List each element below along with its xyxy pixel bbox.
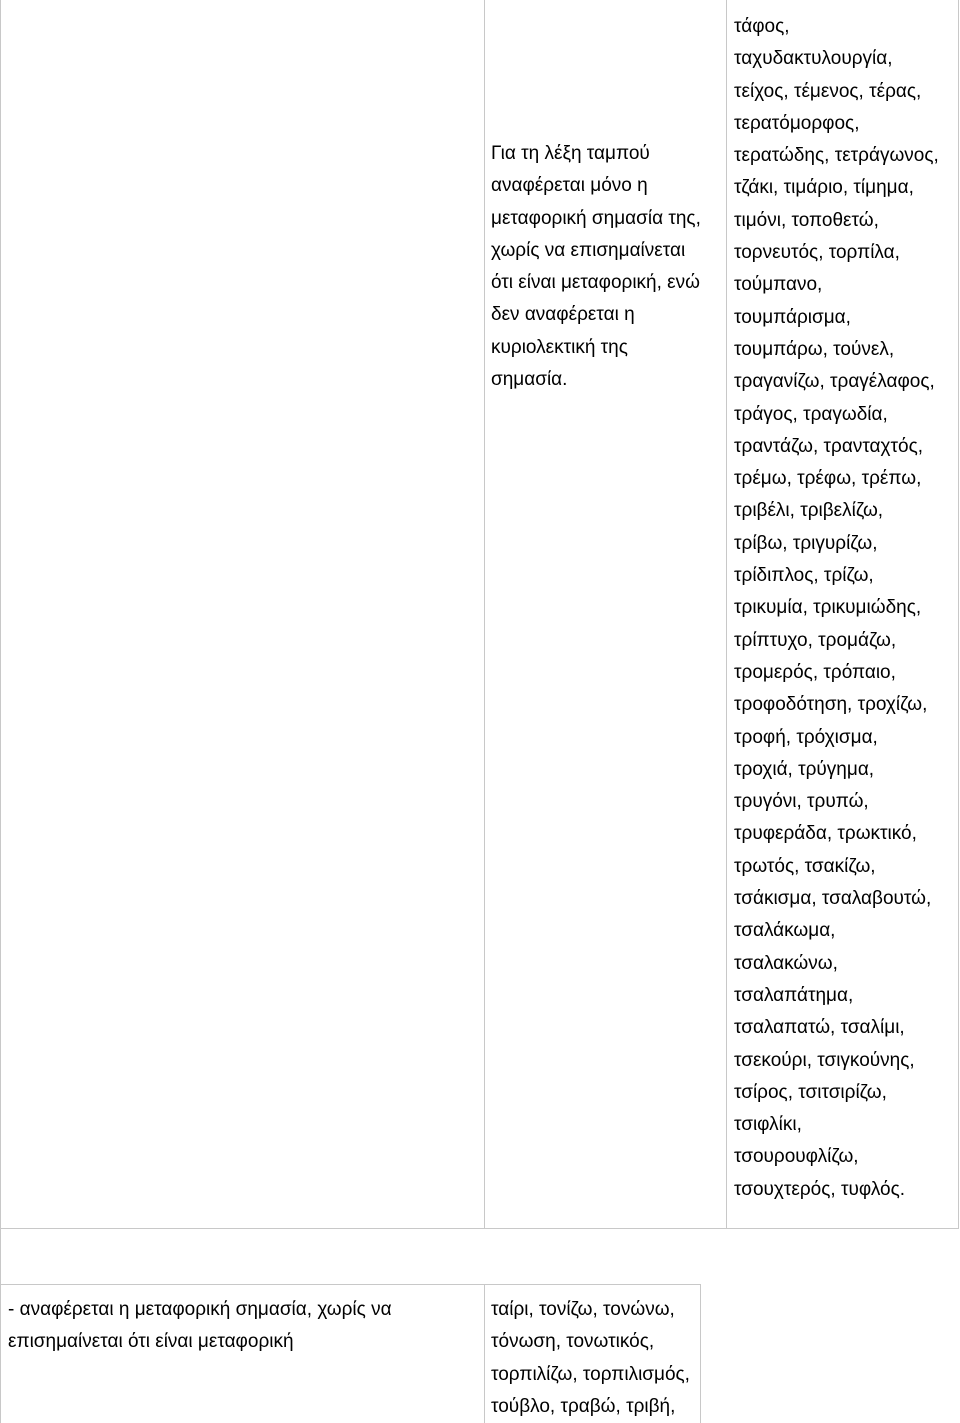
note-line: δεν αναφέρεται η: [491, 304, 635, 326]
word-line: τρικυμία, τρικυμιώδης,: [734, 597, 922, 619]
word-line: τορνευτός, τορπίλα,: [734, 242, 900, 264]
table-border-right-bottom: [700, 1284, 701, 1423]
top-row-note: [491, 138, 701, 396]
word-line: τροφοδότηση, τροχίζω,: [734, 694, 928, 716]
note-line: σημασία.: [491, 369, 568, 391]
note-line: επισημαίνεται ότι είναι μεταφορική: [8, 1331, 294, 1353]
word-line: τουμπάρω, τούνελ,: [734, 338, 895, 360]
word-line: τροφή, τρόχισμα,: [734, 726, 878, 748]
word-line: τείχος, τέμενος, τέρας,: [734, 80, 922, 102]
word-line: τάφος,: [734, 16, 790, 37]
word-line: τερατώδης, τετράγωνος,: [734, 145, 939, 167]
note-line: κυριολεκτική της: [491, 336, 628, 358]
table-border-right: [958, 0, 959, 1228]
word-line: τούβλο, τραβώ, τριβή,: [491, 1395, 676, 1417]
word-line: τραντάζω, τρανταχτός,: [734, 435, 924, 457]
word-line: τούμπανο,: [734, 274, 823, 296]
word-line: τορπιλίζω, τορπιλισμός,: [491, 1363, 690, 1385]
word-line: τζάκι, τιμάριο, τίμημα,: [734, 177, 914, 199]
word-line: τριβέλι, τριβελίζω,: [734, 500, 884, 522]
word-line: τροχιά, τρύγημα,: [734, 758, 875, 780]
note-line: Για τη λέξη ταμπού: [491, 143, 650, 164]
word-line: τσάκισμα, τσαλαβουτώ,: [734, 888, 932, 910]
word-line: τιμόνι, τοποθετώ,: [734, 209, 879, 231]
word-line: τσουρουφλίζω,: [734, 1146, 859, 1168]
word-line: τσαλαπάτημα,: [734, 984, 854, 1006]
word-line: τρυφεράδα, τρωκτικό,: [734, 823, 917, 845]
word-line: ταχυδακτυλουργία,: [734, 48, 893, 70]
word-line: τσαλάκωμα,: [734, 920, 836, 942]
note-line: - αναφέρεται η μεταφορική σημασία, χωρίς να: [8, 1299, 392, 1320]
word-line: τσιφλίκι,: [734, 1114, 802, 1136]
word-line: τερατόμορφος,: [734, 112, 860, 134]
word-line: τρέμω, τρέφω, τρέπω,: [734, 468, 922, 490]
word-line: ταίρι, τονίζω, τονώνω,: [491, 1299, 675, 1320]
word-line: τραγανίζω, τραγέλαφος,: [734, 371, 935, 393]
top-row-word-list: [734, 11, 939, 1206]
note-line: αναφέρεται μόνο η: [491, 175, 648, 197]
table-border-left: [0, 0, 1, 1423]
note-line: ότι είναι μεταφορική, ενώ: [491, 272, 700, 294]
word-line: τσαλακώνω,: [734, 952, 838, 974]
note-line: χωρίς να επισημαίνεται: [491, 239, 686, 261]
column-divider-bottom-row: [484, 1284, 485, 1423]
word-line: τσεκούρι, τσιγκούνης,: [734, 1049, 915, 1071]
column-divider-top-row: [484, 0, 485, 1228]
word-line: τρίδιπλος, τρίζω,: [734, 565, 874, 587]
word-line: τρυγόνι, τρυπώ,: [734, 791, 869, 813]
word-line: τρίβω, τριγυρίζω,: [734, 532, 878, 554]
column-divider-top-row-right: [726, 0, 727, 1228]
row-divider-bottom: [0, 1284, 701, 1285]
word-line: τόνωση, τονωτικός,: [491, 1331, 655, 1353]
row-divider: [0, 1228, 959, 1229]
word-line: τρομερός, τρόπαιο,: [734, 661, 896, 683]
word-line: τρωτός, τσακίζω,: [734, 855, 876, 877]
bottom-row-note: [8, 1294, 392, 1359]
word-line: τρίπτυχο, τρομάζω,: [734, 629, 897, 651]
word-line: τουμπάρισμα,: [734, 306, 851, 328]
word-line: τσαλαπατώ, τσαλίμι,: [734, 1017, 905, 1039]
note-line: μεταφορική σημασία της,: [491, 207, 701, 229]
word-line: τράγος, τραγωδία,: [734, 403, 888, 425]
word-line: τσίρος, τσιτσιρίζω,: [734, 1081, 887, 1103]
bottom-row-word-list: [491, 1294, 690, 1423]
word-line: τσουχτερός, τυφλός.: [734, 1178, 906, 1200]
